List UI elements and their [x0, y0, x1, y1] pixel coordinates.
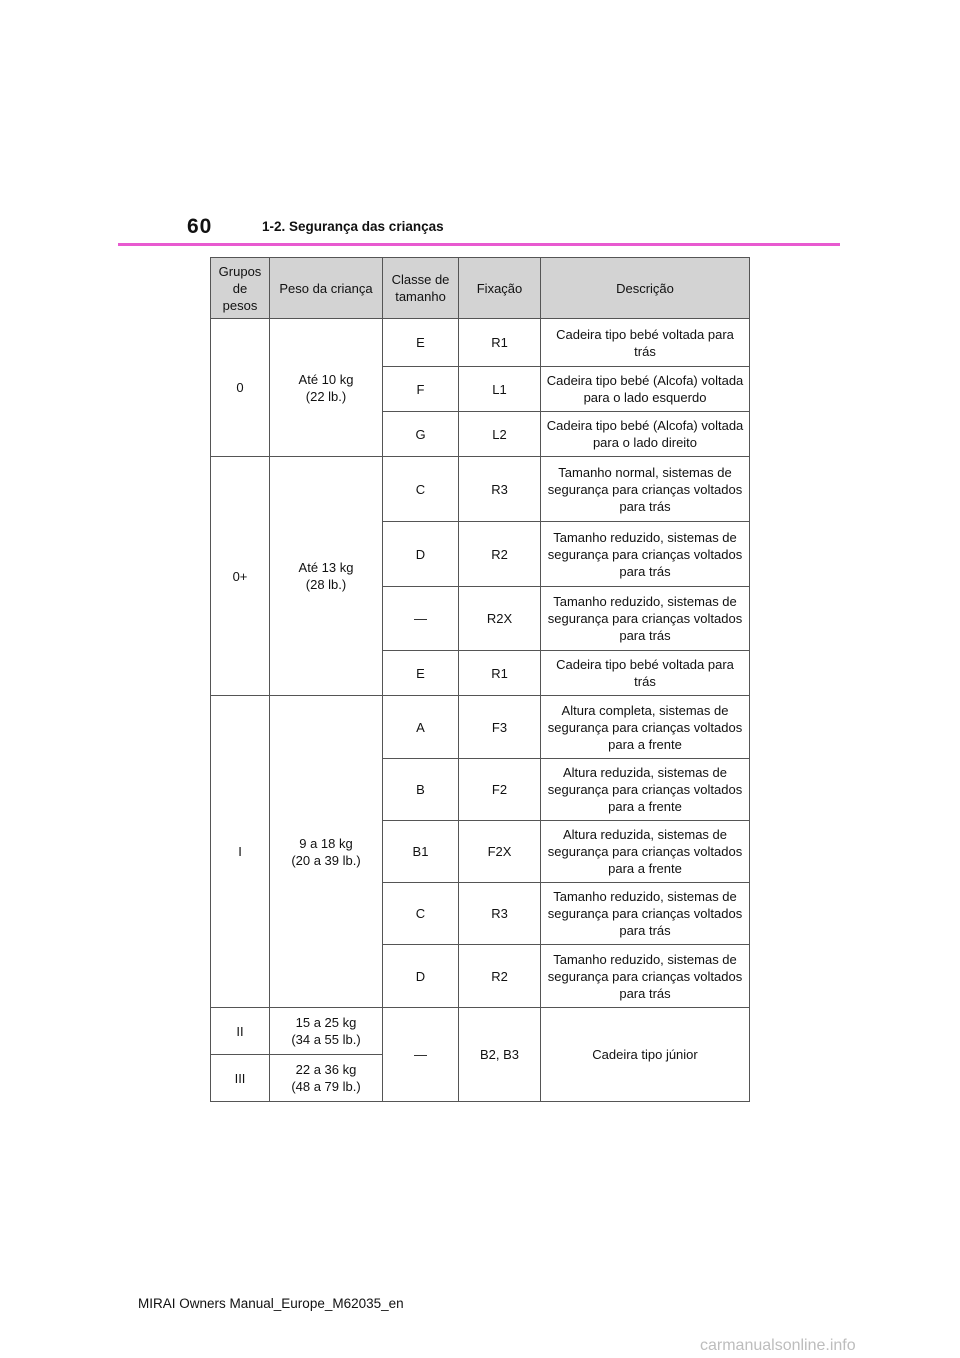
description-cell: Cadeira tipo bebé voltada para trás — [541, 319, 750, 367]
header-description: Descrição — [541, 258, 750, 319]
fixation-cell: L1 — [459, 367, 541, 412]
weight-lb: (22 lb.) — [305, 388, 347, 404]
description-cell: Cadeira tipo bebé voltada para trás — [541, 651, 750, 696]
header-fixation: Fixação — [459, 258, 541, 319]
fixation-cell: R1 — [459, 319, 541, 367]
header-rule — [118, 243, 840, 246]
child-weight-cell — [270, 457, 383, 696]
fixation-cell: R2X — [459, 587, 541, 651]
size-class-cell: — — [383, 587, 459, 651]
size-class-cell: C — [383, 457, 459, 522]
description-cell: Altura reduzida, sistemas de segurança para crianças voltados para a frente — [541, 759, 750, 821]
size-class-cell: C — [383, 883, 459, 945]
weight-kg: Até 13 kg — [298, 560, 354, 575]
weight-group-cell: III — [211, 1055, 270, 1102]
size-class-cell: G — [383, 412, 459, 457]
size-class-cell: E — [383, 651, 459, 696]
size-class-cell: F — [383, 367, 459, 412]
weight-lb: (34 a 55 lb.) — [291, 1032, 361, 1047]
fixation-cell: R2 — [459, 945, 541, 1008]
watermark: carmanualsonline.info — [700, 1337, 856, 1354]
child-weight-cell — [270, 696, 383, 1008]
description-cell: Tamanho reduzido, sistemas de segurança para crianças voltados para trás — [541, 587, 750, 651]
weight-group-cell: I — [211, 696, 270, 1008]
description-cell: Cadeira tipo júnior — [541, 1008, 750, 1102]
size-class-cell: D — [383, 522, 459, 587]
description-cell: Cadeira tipo bebé (Alcofa) voltada para o lado esquerdo — [541, 367, 750, 412]
fixation-cell: L2 — [459, 412, 541, 457]
header-child-weight: Peso da criança — [270, 258, 383, 319]
footer-manual-id: MIRAI Owners Manual_Europe_M62035_en — [138, 1296, 404, 1311]
weight-lb: (28 lb.) — [305, 577, 347, 592]
fixation-cell: R1 — [459, 651, 541, 696]
fixation-cell: F2X — [459, 821, 541, 883]
size-class-cell: B1 — [383, 821, 459, 883]
description-cell: Altura reduzida, sistemas de segurança para crianças voltados para a frente — [541, 821, 750, 883]
header-weight-group: Grupos de pesos — [211, 258, 270, 319]
description-cell: Tamanho normal, sistemas de segurança para crianças voltados para trás — [541, 457, 750, 522]
description-cell: Cadeira tipo bebé (Alcofa) voltada para o lado direito — [541, 412, 750, 457]
fixation-cell: F2 — [459, 759, 541, 821]
weight-lb: (20 a 39 lb.) — [291, 852, 361, 868]
size-class-cell: E — [383, 319, 459, 367]
description-cell: Tamanho reduzido, sistemas de segurança para crianças voltados para trás — [541, 883, 750, 945]
table-row — [211, 1008, 750, 1055]
fixation-cell: R3 — [459, 457, 541, 522]
fixation-cell: R2 — [459, 522, 541, 587]
size-class-cell: — — [383, 1008, 459, 1102]
table-row — [211, 457, 750, 522]
fixation-cell: F3 — [459, 696, 541, 759]
weight-group-cell: 0 — [211, 319, 270, 457]
table-row — [211, 319, 750, 367]
fixation-cell: R3 — [459, 883, 541, 945]
page-number: 60 — [187, 215, 213, 238]
size-class-cell: D — [383, 945, 459, 1008]
weight-group-cell: 0+ — [211, 457, 270, 696]
description-cell: Tamanho reduzido, sistemas de segurança para crianças voltados para trás — [541, 522, 750, 587]
weight-kg: 22 a 36 kg — [295, 1062, 357, 1077]
weight-lb: (48 a 79 lb.) — [291, 1079, 361, 1094]
child-weight-cell — [270, 1055, 383, 1102]
child-seat-table — [210, 257, 750, 1102]
weight-kg: 15 a 25 kg — [295, 1015, 357, 1030]
child-weight-cell — [270, 1008, 383, 1055]
size-class-cell: A — [383, 696, 459, 759]
description-cell: Altura completa, sistemas de segurança para crianças voltados para a frente — [541, 696, 750, 759]
weight-kg: Até 10 kg — [298, 371, 354, 387]
fixation-cell: B2, B3 — [459, 1008, 541, 1102]
weight-kg: 9 a 18 kg — [299, 835, 353, 851]
header-size-class: Classe de tamanho — [383, 258, 459, 319]
table-header-row — [211, 258, 750, 319]
section-title: 1-2. Segurança das crianças — [262, 219, 444, 234]
weight-group-cell: II — [211, 1008, 270, 1055]
child-weight-cell — [270, 319, 383, 457]
table-row — [211, 696, 750, 759]
description-cell: Tamanho reduzido, sistemas de segurança para crianças voltados para trás — [541, 945, 750, 1008]
size-class-cell: B — [383, 759, 459, 821]
